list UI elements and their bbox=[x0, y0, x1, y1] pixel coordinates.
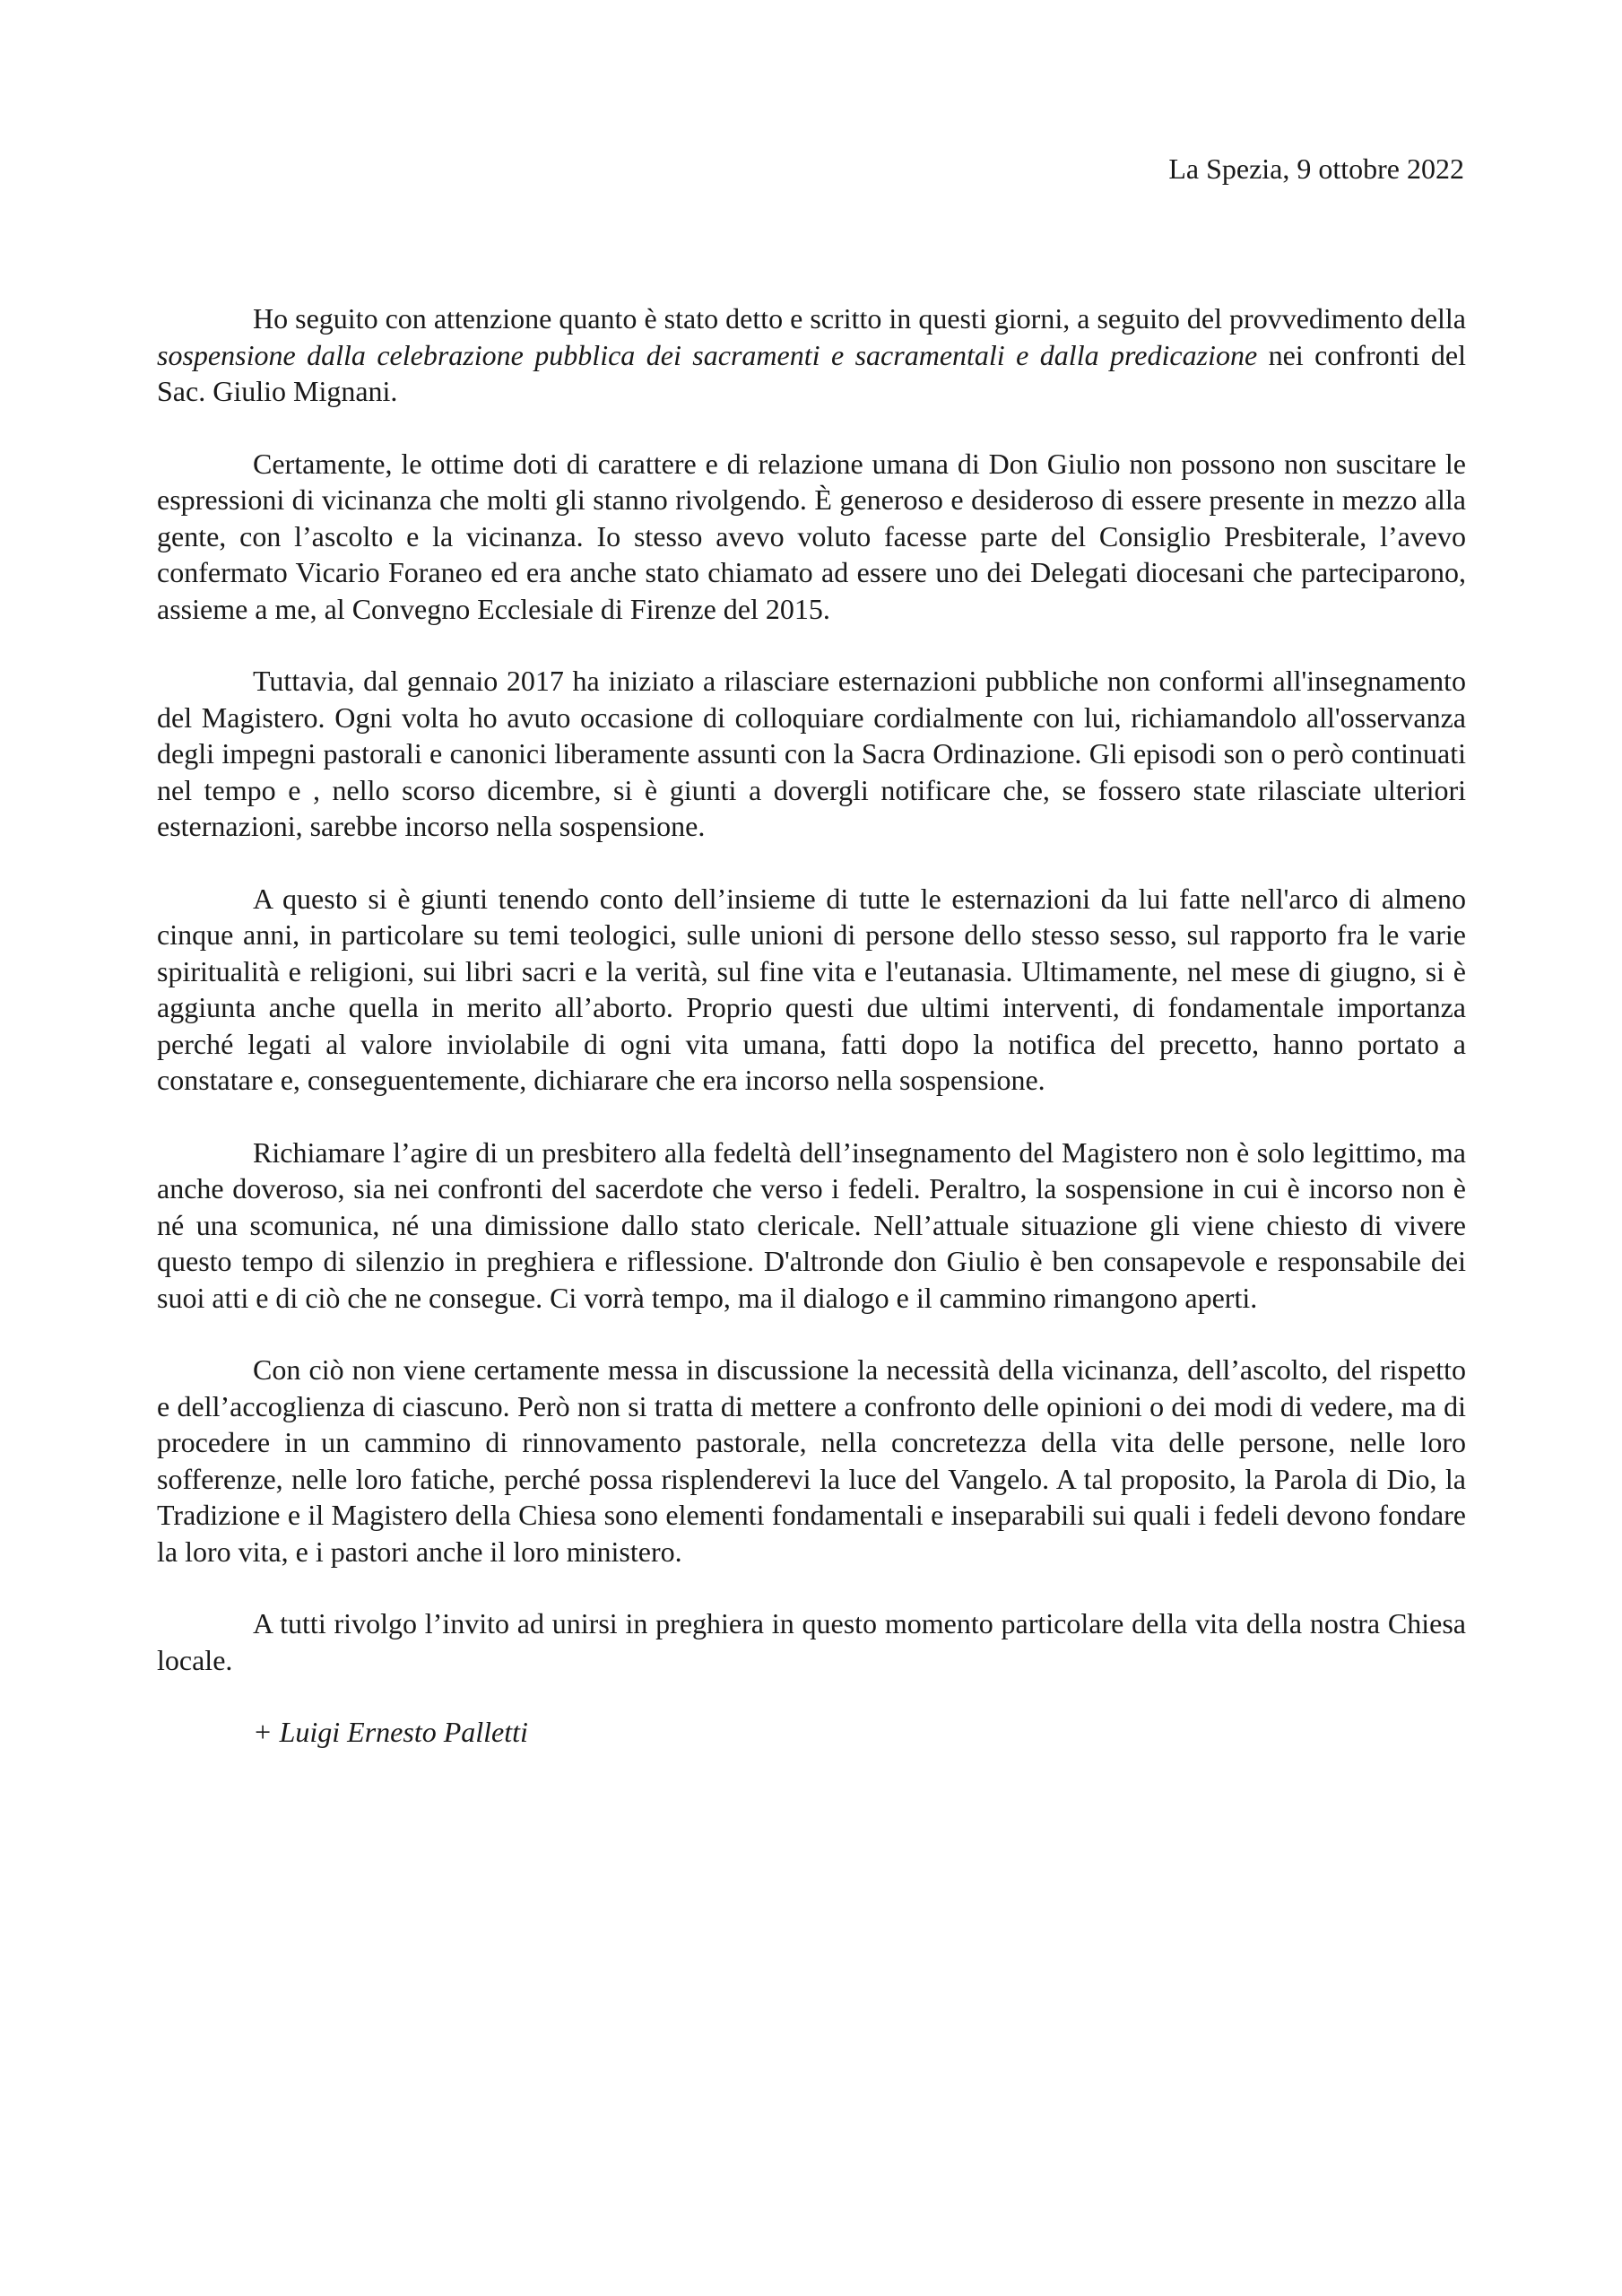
signature: + Luigi Ernesto Palletti bbox=[253, 1716, 528, 1748]
paragraph-1-start: Ho seguito con attenzione quanto è stato detto e scritto in questi giorni, a seguito del provvedimento della bbox=[253, 302, 1466, 335]
paragraph-1-italic: sospensione dalla celebrazione pubblica dei sacramenti e sacramentali e dalla predicazione bbox=[157, 338, 1258, 371]
place-date: La Spezia, 9 ottobre 2022 bbox=[1168, 152, 1464, 185]
paragraph-6: Con ciò non viene certamente messa in discussione la necessità della vicinanza, dell’ascolto, del rispetto e dell’accoglienza di ciascuno. Però non si tratta di mettere a confronto delle opinioni o dei modi di vedere, ma di procedere in un cammino di rinnovamento pastorale, nella concretezza della vita delle persone, nelle loro sofferenze, nelle loro fatiche, perché possa risplenderevi la luce del Vangelo. A tal proposito, la Parola di Dio, la Tradizione e il Magistero della Chiesa sono elementi fondamentali e inseparabili sui quali i fedeli devono fondare la loro vita, e i pastori anche il loro ministero. bbox=[157, 1353, 1466, 1568]
paragraph-1-end: nei confronti del Sac. Giulio Mignani. bbox=[157, 338, 1467, 407]
paragraph-4: A questo si è giunti tenendo conto dell’insieme di tutte le esternazioni da lui fatte nell'arco di almeno cinque anni, in particolare su temi teologici, sulle unioni di persone dello stesso sesso, sul rapporto fra le varie spiritualità e religioni, sui libri sacri e la verità, sul fine vita e l'eutanasia. Ultimamente, nel mese di giugno, si è aggiunta anche quella in merito all’aborto. Proprio questi due ultimi interventi, di fondamentale importanza perché legati al valore inviolabile di ogni vita umana, fatti dopo la notifica del precetto, hanno portato a constatare e, conseguentemente, dichiarare che era incorso nella sospensione. bbox=[157, 882, 1466, 1096]
paragraph-5: Richiamare l’agire di un presbitero alla fedeltà dell’insegnamento del Magistero non è solo legittimo, ma anche doveroso, sia nei confronti del sacerdote che verso i fedeli. Peraltro, la sospensione in cui è incorso non è né una scomunica, né una dimissione dallo stato clericale. Nell’attuale situazione gli viene chiesto di vivere questo tempo di silenzio in preghiera e riflessione. D'altronde don Giulio è ben consapevole e responsabile dei suoi atti e di ciò che ne consegue. Ci vorrà tempo, ma il dialogo e il cammino rimangono aperti. bbox=[157, 1135, 1466, 1314]
paragraph-2: Certamente, le ottime doti di carattere e di relazione umana di Don Giulio non possono non suscitare le espressioni di vicinanza che molti gli stanno rivolgendo. È generoso e desideroso di essere presente in mezzo alla gente, con l’ascolto e la vicinanza. Io stesso avevo voluto facesse parte del Consiglio Presbiterale, l’avevo confermato Vicario Foraneo ed era anche stato chiamato ad essere uno dei Delegati diocesani che parteciparono, assieme a me, al Convegno Ecclesiale di Firenze del 2015. bbox=[157, 447, 1466, 625]
paragraph-7: A tutti rivolgo l’invito ad unirsi in preghiera in questo momento particolare della vita della nostra Chiesa locale. bbox=[157, 1607, 1466, 1676]
letter-body bbox=[157, 300, 1466, 1750]
paragraph-1 bbox=[157, 300, 1466, 410]
paragraph-3: Tuttavia, dal gennaio 2017 ha iniziato a rilasciare esternazioni pubbliche non conformi all'insegnamento del Magistero. Ogni volta ho avuto occasione di colloquiare cordialmente con lui, richiamandolo all'osservanza degli impegni pastorali e canonici liberamente assunti con la Sacra Ordinazione. Gli episodi son o però continuati nel tempo e , nello scorso dicembre, si è giunti a dovergli notificare che, se fossero state rilasciate ulteriori esternazioni, sarebbe incorso nella sospensione. bbox=[157, 665, 1466, 842]
